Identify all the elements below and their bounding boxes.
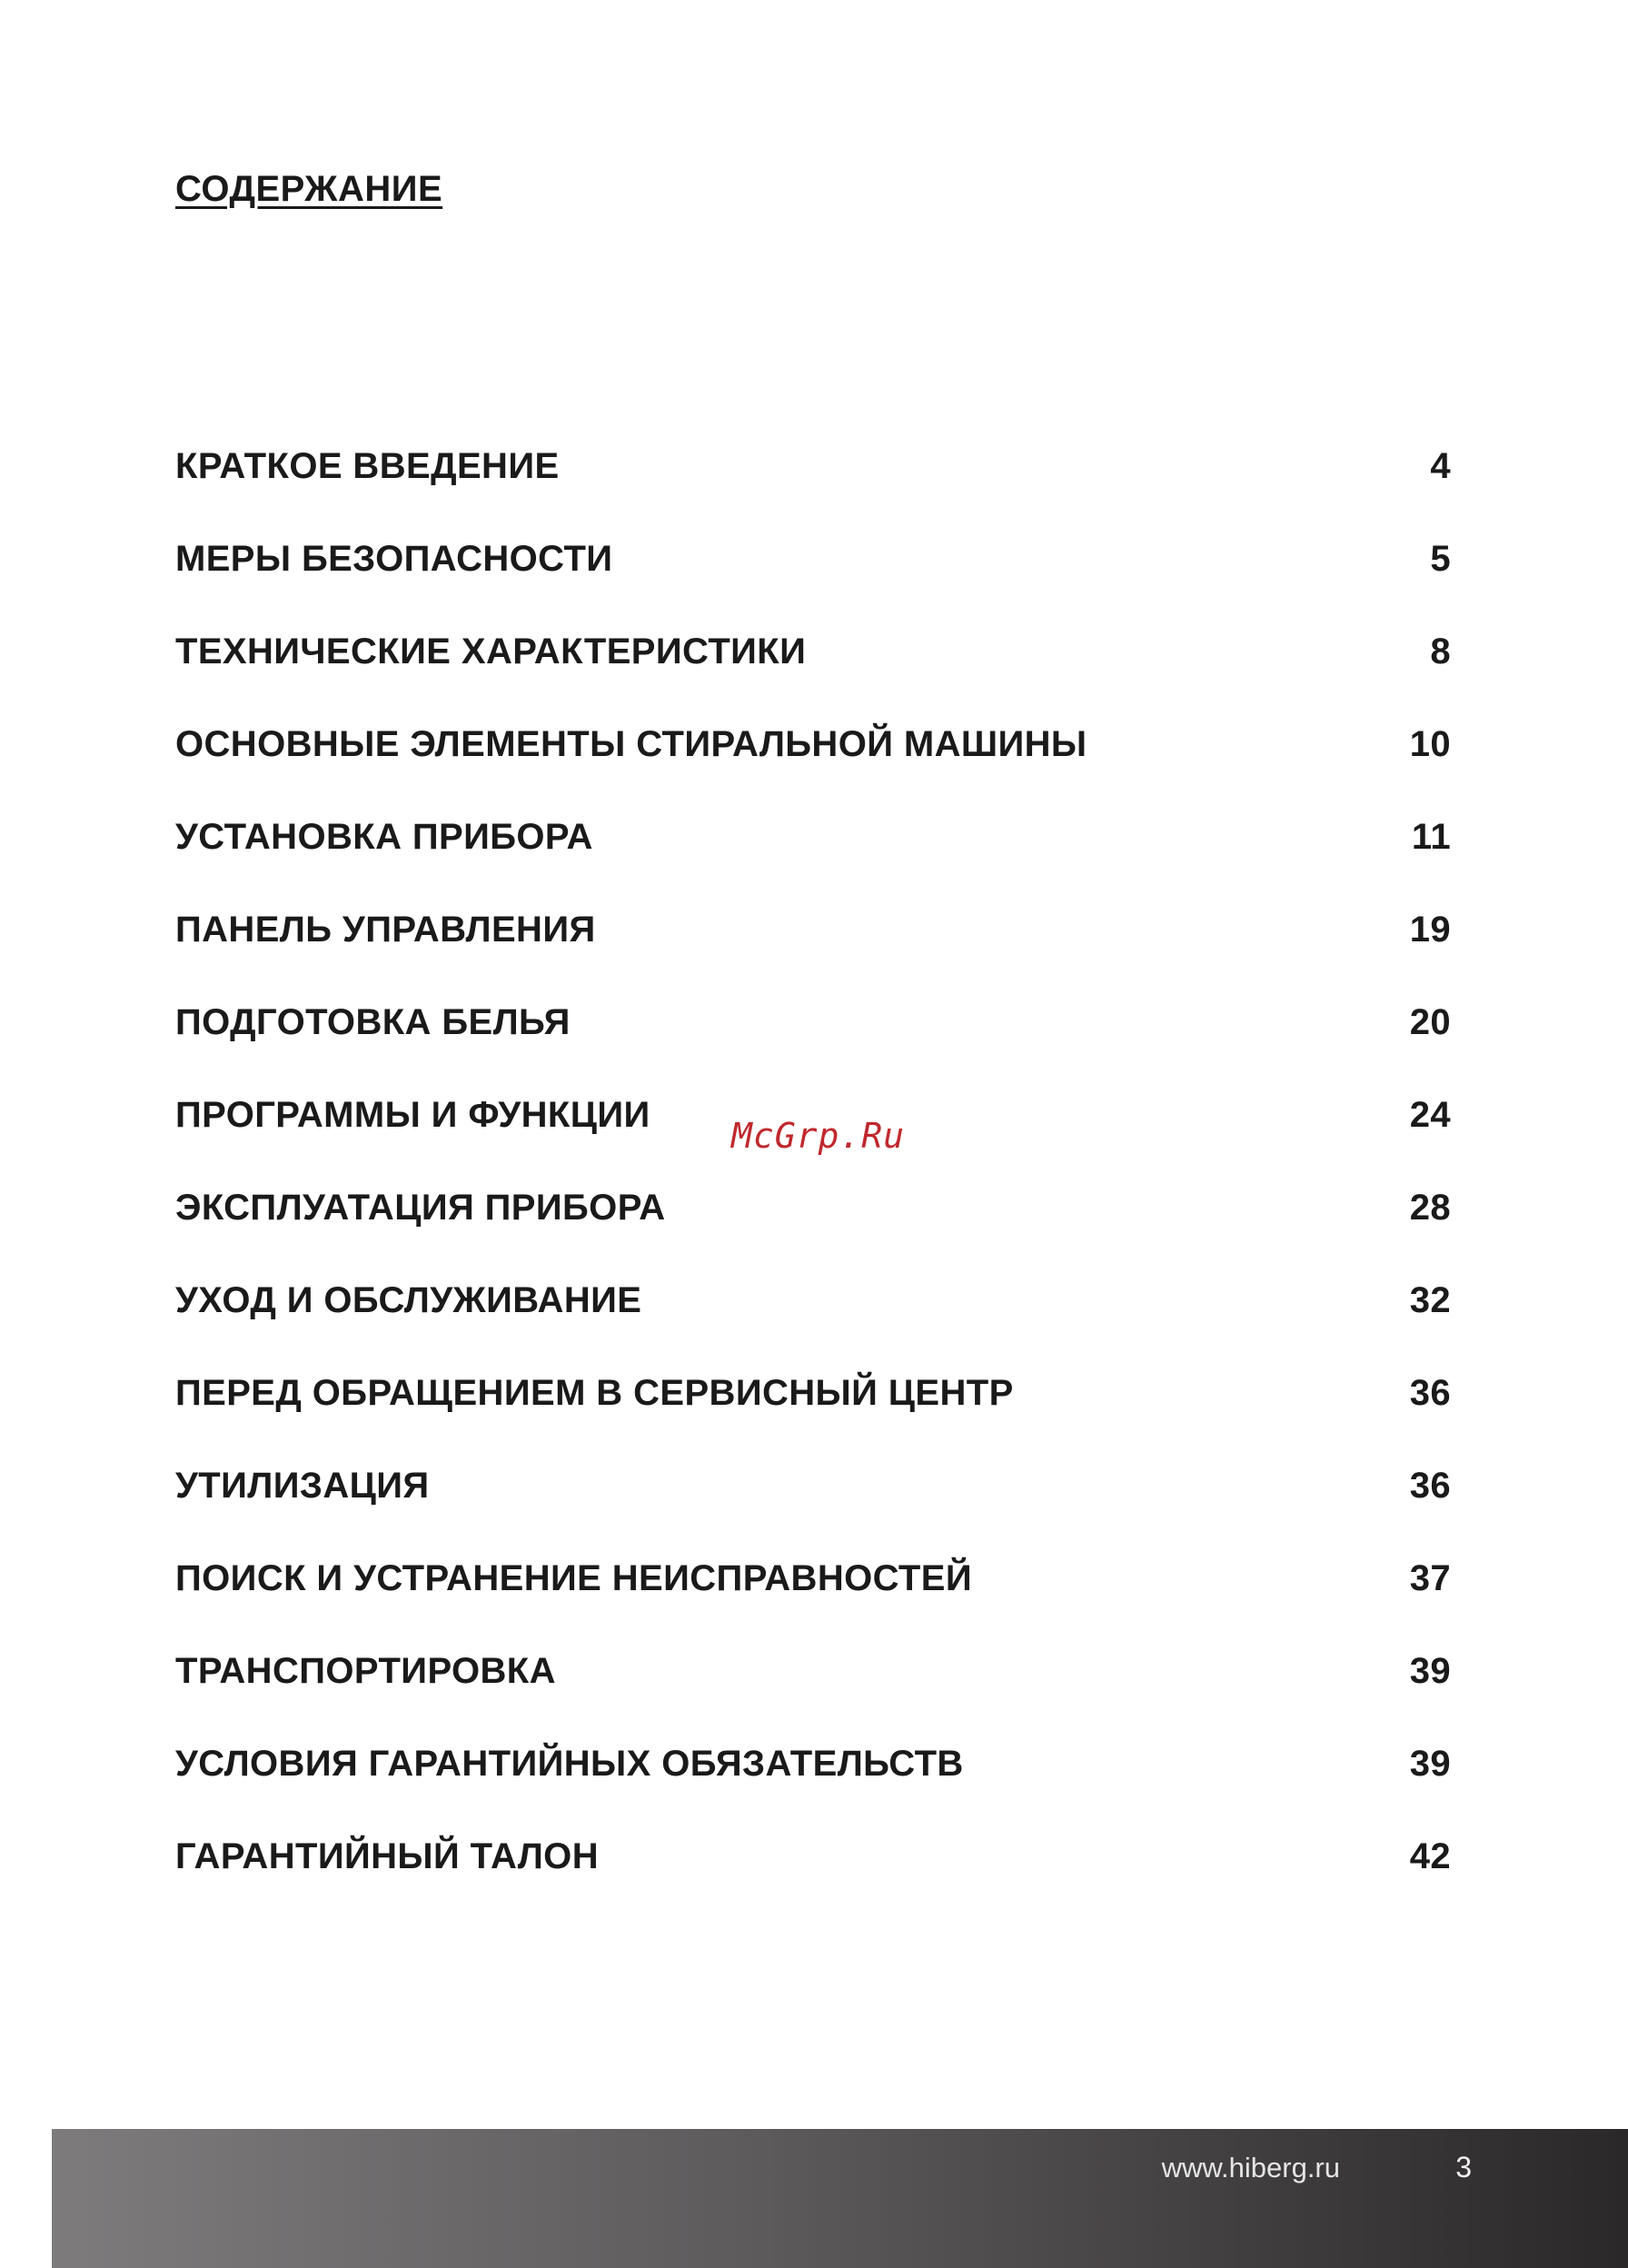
toc-entry-service-center[interactable] (175, 1347, 1451, 1439)
toc-entry-troubleshooting[interactable] (175, 1532, 1451, 1625)
toc-entry-page: 8 (1430, 631, 1451, 671)
toc-entry-page: 10 (1409, 723, 1451, 764)
toc-entry-label: УХОД И ОБСЛУЖИВАНИЕ (175, 1279, 642, 1320)
toc-entry-page: 4 (1430, 445, 1451, 486)
toc-entry-safety[interactable] (175, 512, 1451, 605)
toc-entry-maintenance[interactable] (175, 1254, 1451, 1347)
toc-entry-transport[interactable] (175, 1625, 1451, 1717)
toc-entry-label: ЭКСПЛУАТАЦИЯ ПРИБОРА (175, 1187, 666, 1228)
table-of-contents (175, 420, 1451, 1903)
toc-entry-warranty-terms[interactable] (175, 1717, 1451, 1810)
toc-entry-page: 37 (1409, 1557, 1451, 1598)
toc-entry-label: ТРАНСПОРТИРОВКА (175, 1650, 556, 1691)
toc-entry-page: 19 (1409, 909, 1451, 950)
toc-entry-label: ТЕХНИЧЕСКИЕ ХАРАКТЕРИСТИКИ (175, 631, 807, 671)
toc-entry-label: ПРОГРАММЫ И ФУНКЦИИ (175, 1094, 650, 1135)
toc-entry-specs[interactable] (175, 605, 1451, 698)
page-number: 3 (1455, 2151, 1472, 2183)
toc-entry-label: УСЛОВИЯ ГАРАНТИЙНЫХ ОБЯЗАТЕЛЬСТВ (175, 1743, 964, 1784)
watermark: McGrp.Ru (731, 1116, 906, 1156)
toc-entry-page: 24 (1409, 1094, 1451, 1135)
toc-entry-label: ОСНОВНЫЕ ЭЛЕМЕНТЫ СТИРАЛЬНОЙ МАШИНЫ (175, 723, 1087, 764)
toc-entry-components[interactable] (175, 698, 1451, 791)
toc-entry-label: ГАРАНТИЙНЫЙ ТАЛОН (175, 1835, 599, 1876)
toc-entry-control-panel[interactable] (175, 883, 1451, 976)
toc-entry-intro[interactable] (175, 420, 1451, 512)
toc-entry-label: МЕРЫ БЕЗОПАСНОСТИ (175, 538, 613, 579)
toc-entry-page: 28 (1409, 1187, 1451, 1228)
toc-entry-label: УТИЛИЗАЦИЯ (175, 1465, 430, 1506)
toc-entry-page: 32 (1409, 1279, 1451, 1320)
toc-entry-label: ПАНЕЛЬ УПРАВЛЕНИЯ (175, 909, 596, 950)
toc-entry-disposal[interactable] (175, 1439, 1451, 1532)
toc-entry-page: 11 (1411, 816, 1451, 857)
toc-entry-laundry-prep[interactable] (175, 976, 1451, 1069)
toc-entry-label: ПОДГОТОВКА БЕЛЬЯ (175, 1001, 571, 1042)
page-title: СОДЕРЖАНИЕ (175, 169, 443, 209)
toc-entry-page: 42 (1409, 1835, 1451, 1876)
toc-entry-label: ПОИСК И УСТРАНЕНИЕ НЕИСПРАВНОСТЕЙ (175, 1557, 972, 1598)
toc-entry-page: 5 (1430, 538, 1451, 579)
toc-entry-page: 36 (1409, 1372, 1451, 1413)
toc-entry-label: КРАТКОЕ ВВЕДЕНИЕ (175, 445, 560, 486)
footer-bar (52, 2129, 1628, 2268)
toc-entry-page: 20 (1409, 1001, 1451, 1042)
toc-entry-page: 36 (1409, 1465, 1451, 1506)
toc-entry-page: 39 (1409, 1650, 1451, 1691)
toc-entry-installation[interactable] (175, 791, 1451, 883)
footer-website-link[interactable]: www.hiberg.ru (1161, 2152, 1340, 2183)
toc-entry-operation[interactable] (175, 1161, 1451, 1254)
toc-entry-page: 39 (1409, 1743, 1451, 1784)
toc-entry-label: УСТАНОВКА ПРИБОРА (175, 816, 593, 857)
toc-entry-warranty-card[interactable] (175, 1810, 1451, 1903)
toc-entry-label: ПЕРЕД ОБРАЩЕНИЕМ В СЕРВИСНЫЙ ЦЕНТР (175, 1372, 1014, 1413)
